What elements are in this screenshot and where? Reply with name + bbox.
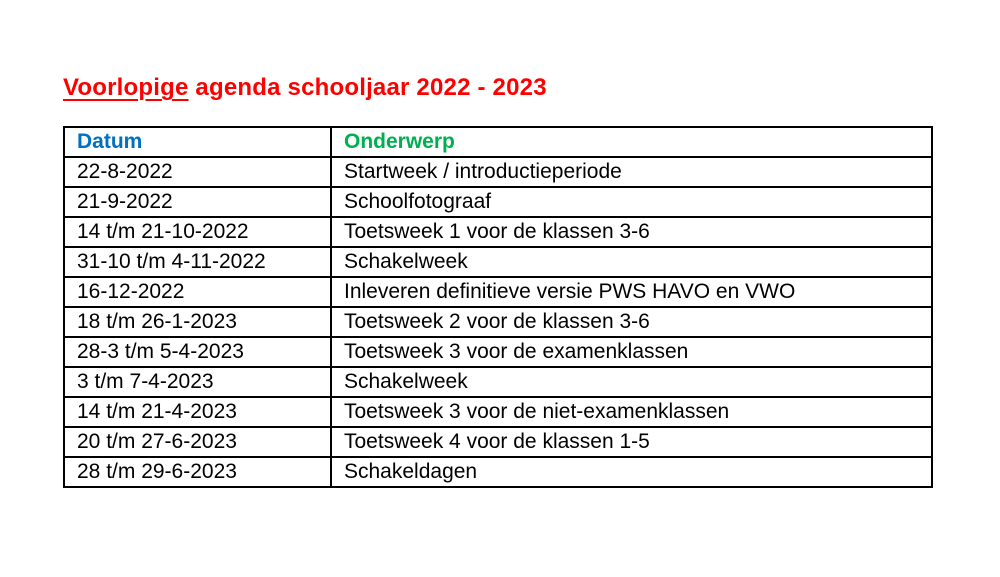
datum-cell: 20 t/m 27-6-2023 (64, 427, 331, 457)
table-row (64, 247, 932, 277)
table-row (64, 427, 932, 457)
table-row (64, 457, 932, 487)
onderwerp-cell: Toetsweek 4 voor de klassen 1-5 (331, 427, 932, 457)
table-row (64, 397, 932, 427)
datum-cell: 22-8-2022 (64, 157, 331, 187)
table-row (64, 307, 932, 337)
datum-cell: 18 t/m 26-1-2023 (64, 307, 331, 337)
datum-cell: 21-9-2022 (64, 187, 331, 217)
onderwerp-cell: Toetsweek 3 voor de niet-examenklassen (331, 397, 932, 427)
onderwerp-cell: Schakeldagen (331, 457, 932, 487)
table-header-row (64, 127, 932, 157)
datum-cell: 28 t/m 29-6-2023 (64, 457, 331, 487)
column-header-onderwerp: Onderwerp (331, 127, 932, 157)
datum-cell: 16-12-2022 (64, 277, 331, 307)
onderwerp-cell: Schakelweek (331, 367, 932, 397)
table-row (64, 157, 932, 187)
table-body (64, 157, 932, 487)
page-title-underlined-word: Voorlopige (63, 74, 189, 102)
page-title-rest: agenda schooljaar 2022 - 2023 (188, 74, 547, 102)
datum-cell: 28-3 t/m 5-4-2023 (64, 337, 331, 367)
table-row (64, 277, 932, 307)
column-header-datum: Datum (64, 127, 331, 157)
page-title (63, 74, 547, 102)
onderwerp-cell: Schakelweek (331, 247, 932, 277)
table-row (64, 367, 932, 397)
table-row (64, 187, 932, 217)
datum-cell: 3 t/m 7-4-2023 (64, 367, 331, 397)
agenda-table (63, 126, 933, 488)
onderwerp-cell: Toetsweek 1 voor de klassen 3-6 (331, 217, 932, 247)
datum-cell: 14 t/m 21-10-2022 (64, 217, 331, 247)
onderwerp-cell: Startweek / introductieperiode (331, 157, 932, 187)
onderwerp-cell: Toetsweek 2 voor de klassen 3-6 (331, 307, 932, 337)
table-row (64, 337, 932, 367)
onderwerp-cell: Schoolfotograaf (331, 187, 932, 217)
onderwerp-cell: Toetsweek 3 voor de examenklassen (331, 337, 932, 367)
datum-cell: 14 t/m 21-4-2023 (64, 397, 331, 427)
datum-cell: 31-10 t/m 4-11-2022 (64, 247, 331, 277)
table-row (64, 217, 932, 247)
onderwerp-cell: Inleveren definitieve versie PWS HAVO en VWO (331, 277, 932, 307)
